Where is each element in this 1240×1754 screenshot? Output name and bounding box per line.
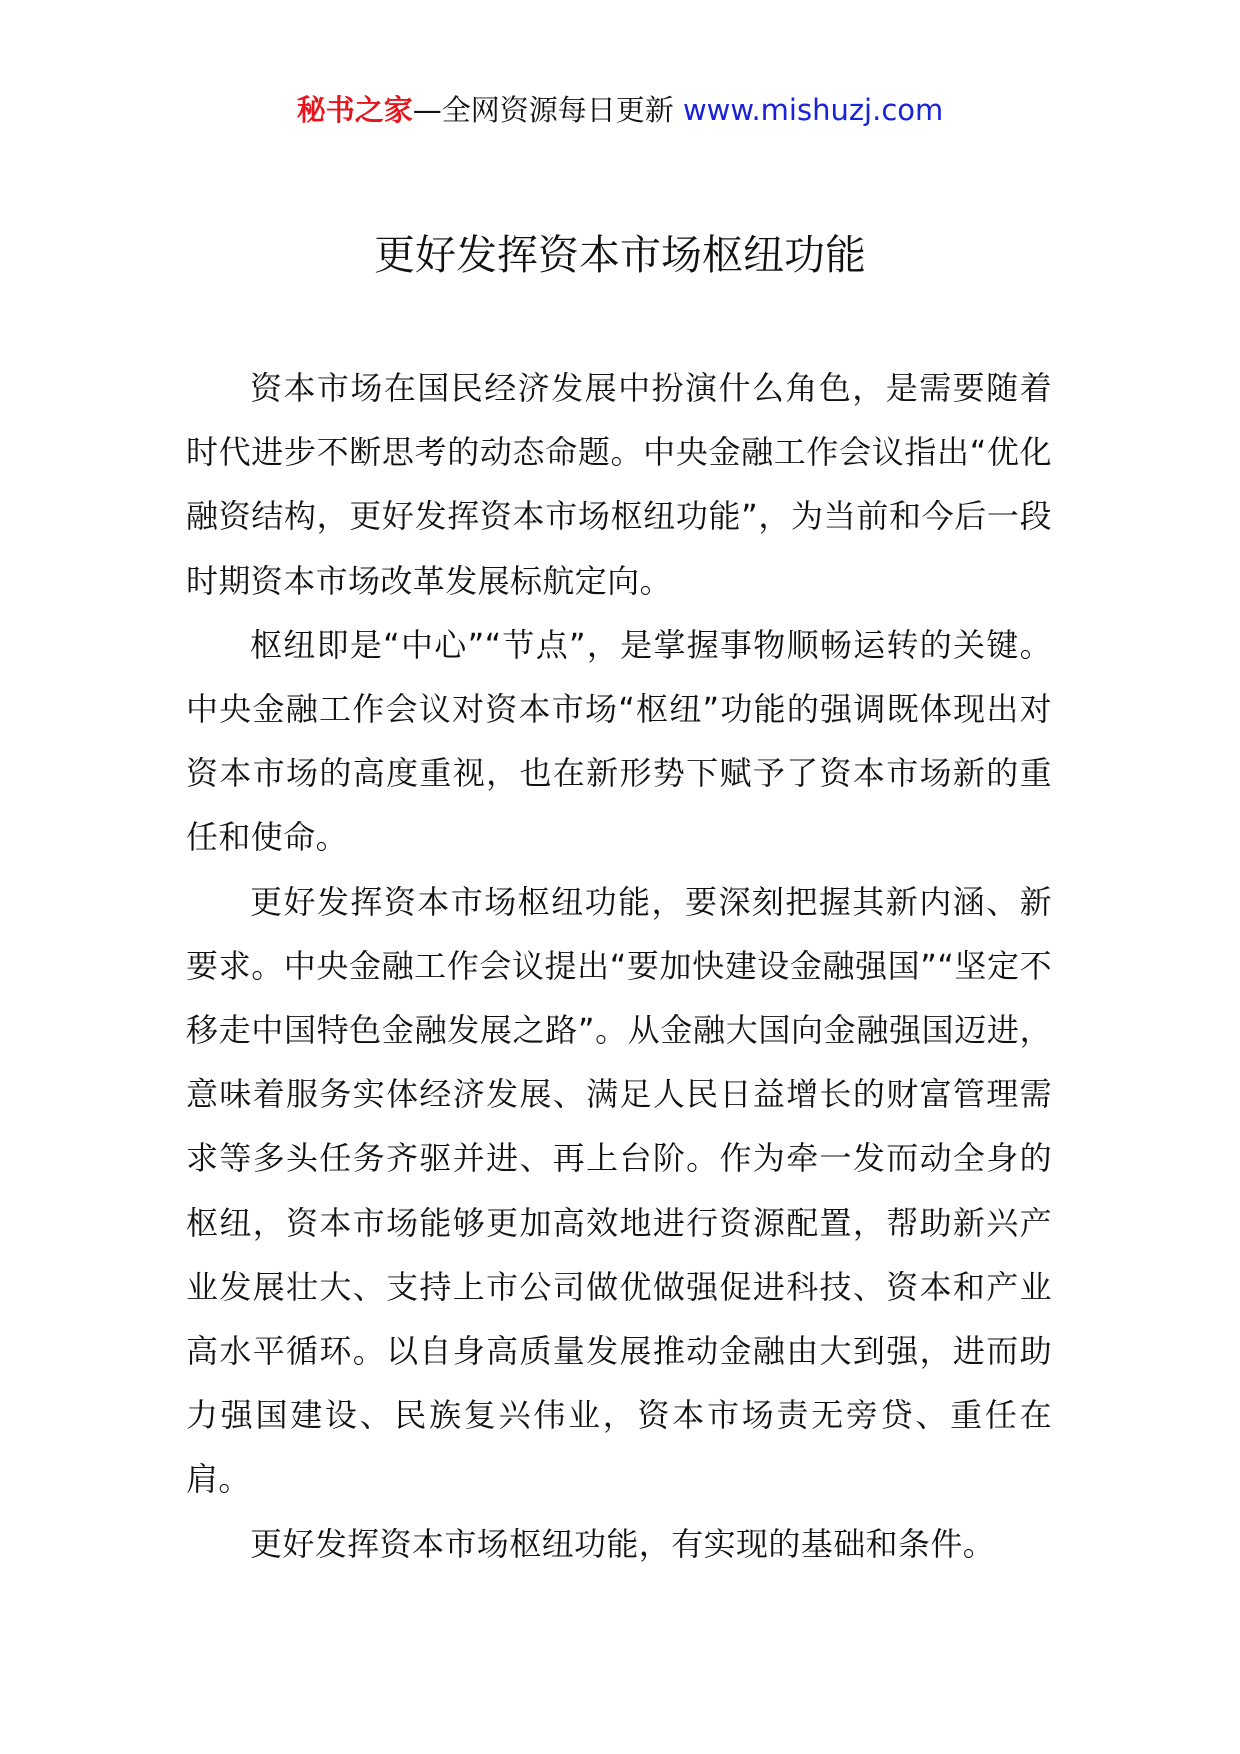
document-body — [186, 356, 1052, 1576]
paragraph: 枢纽即是“中心”“节点”，是掌握事物顺畅运转的关键。中央金融工作会议对资本市场“枢纽”功能的强调既体现出对资本市场的高度重视，也在新形势下赋予了资本市场新的重任和使命。 — [186, 625, 1052, 857]
site-header — [0, 90, 1240, 130]
site-tagline: —全网资源每日更新 — [412, 93, 683, 127]
paragraph: 更好发挥资本市场枢纽功能，有实现的基础和条件。 — [250, 1524, 996, 1563]
site-url-link[interactable]: www.mishuzj.com — [682, 93, 944, 127]
paragraph: 资本市场在国民经济发展中扮演什么角色，是需要随着时代进步不断思考的动态命题。中央金融工作会议指出“优化融资结构，更好发挥资本市场枢纽功能”，为当前和今后一段时期资本市场改革发展标航定向。 — [186, 369, 1052, 600]
paragraph: 更好发挥资本市场枢纽功能，要深刻把握其新内涵、新要求。中央金融工作会议提出“要加快建设金融强国”“坚定不移走中国特色金融发展之路”。从金融大国向金融强国迈进，意味着服务实体经济发展、满足人民日益增长的财富管理需求等多头任务齐驱并进、再上台阶。作为牵一发而动全身的枢纽，资本市场能够更加高效地进行资源配置，帮助新兴产业发展壮大、支持上市公司做优做强促进科技、资本和产业高水平循环。以自身高质量发展推动金融由大到强，进而助力强国建设、民族复兴伟业，资本市场责无旁贷、重任在肩。 — [186, 882, 1052, 1499]
site-brand: 秘书之家 — [296, 93, 413, 127]
document-title: 更好发挥资本市场枢纽功能 — [374, 231, 866, 279]
